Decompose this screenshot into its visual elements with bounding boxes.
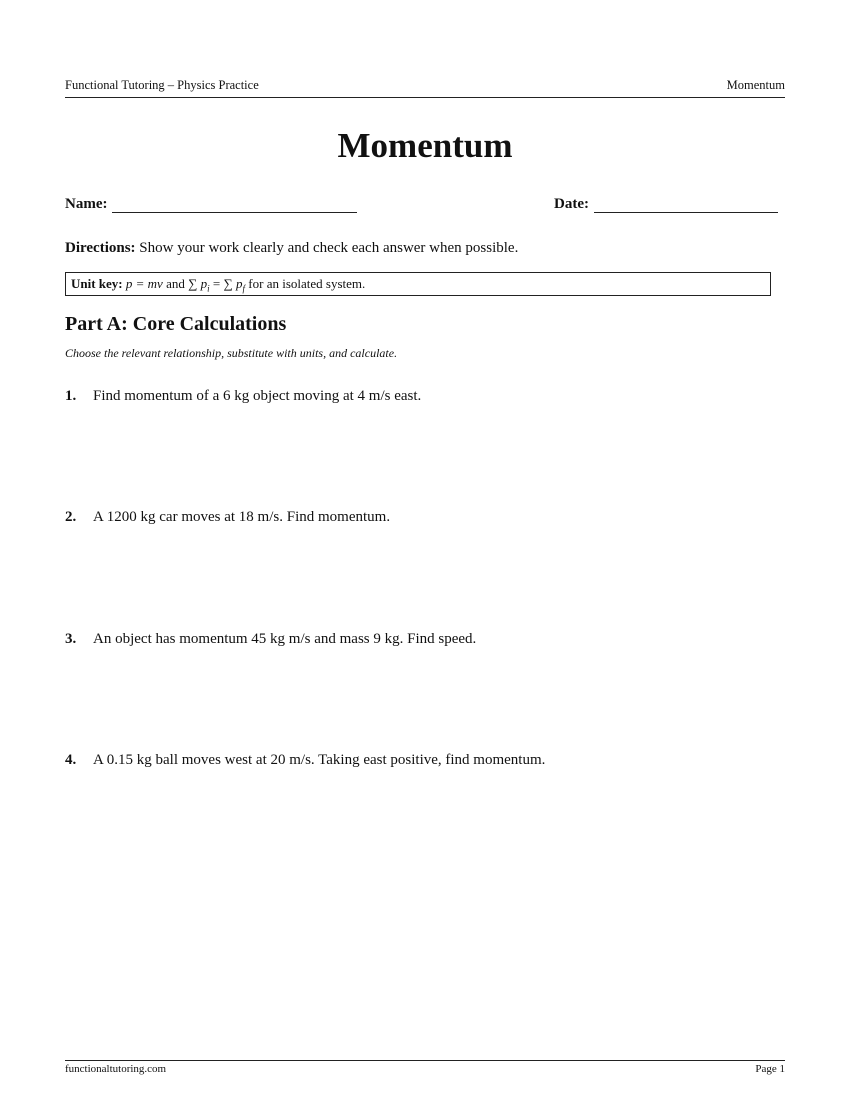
question-text: A 1200 kg car moves at 18 m/s. Find momentum. — [93, 509, 391, 525]
worksheet-page — [65, 0, 785, 1100]
unit-key-sum-final — [223, 276, 246, 294]
page-title: Momentum — [337, 126, 513, 165]
unit-key-tail: for an isolated system. — [248, 276, 366, 291]
question-text: A 0.15 kg ball moves west at 20 m/s. Taking east positive, find momentum. — [93, 752, 546, 768]
sum-final-text: ∑ p — [223, 276, 243, 291]
footer-website: functionaltutoring.com — [65, 1063, 167, 1075]
question-3 — [65, 631, 476, 648]
question-text: Find momentum of a 6 kg object moving at 4 m/s east. — [93, 388, 422, 404]
unit-key-formula-momentum: p = mv — [125, 276, 163, 291]
date-blank-line[interactable] — [594, 198, 778, 213]
question-1 — [65, 388, 421, 405]
question-number: 2. — [65, 509, 77, 525]
part-a-title: Part A: Core Calculations — [65, 313, 287, 335]
sum-initial-sub: i — [207, 283, 210, 294]
name-field[interactable] — [65, 196, 357, 213]
header-topic: Momentum — [726, 78, 785, 92]
question-text: An object has momentum 45 kg m/s and mass 9 kg. Find speed. — [93, 631, 477, 647]
unit-key-equals: = — [212, 276, 221, 291]
question-2 — [65, 509, 390, 526]
name-blank-line[interactable] — [112, 198, 357, 213]
unit-key-label: Unit key: — [71, 276, 123, 291]
date-label: Date: — [554, 196, 589, 212]
unit-key-box — [65, 272, 771, 296]
header-course-title: Functional Tutoring – Physics Practice — [65, 78, 259, 92]
part-a-subtitle: Choose the relevant relationship, substitute with units, and calculate. — [65, 346, 398, 360]
question-number: 4. — [65, 752, 77, 768]
footer-page-number: Page 1 — [755, 1063, 785, 1075]
name-label: Name: — [65, 196, 108, 212]
date-field[interactable] — [554, 196, 778, 213]
question-number: 1. — [65, 388, 77, 404]
question-4 — [65, 752, 545, 769]
sum-final-sub: f — [242, 283, 246, 294]
unit-key-sum-initial — [188, 276, 210, 294]
sum-initial-text: ∑ p — [188, 276, 208, 291]
directions-text: Show your work clearly and check each answer when possible. — [139, 240, 519, 256]
unit-key-and: and — [166, 276, 185, 291]
question-number: 3. — [65, 631, 77, 647]
page-footer — [65, 1060, 785, 1075]
directions-label: Directions: — [65, 240, 136, 256]
directions — [65, 240, 518, 257]
page-header — [65, 78, 785, 98]
